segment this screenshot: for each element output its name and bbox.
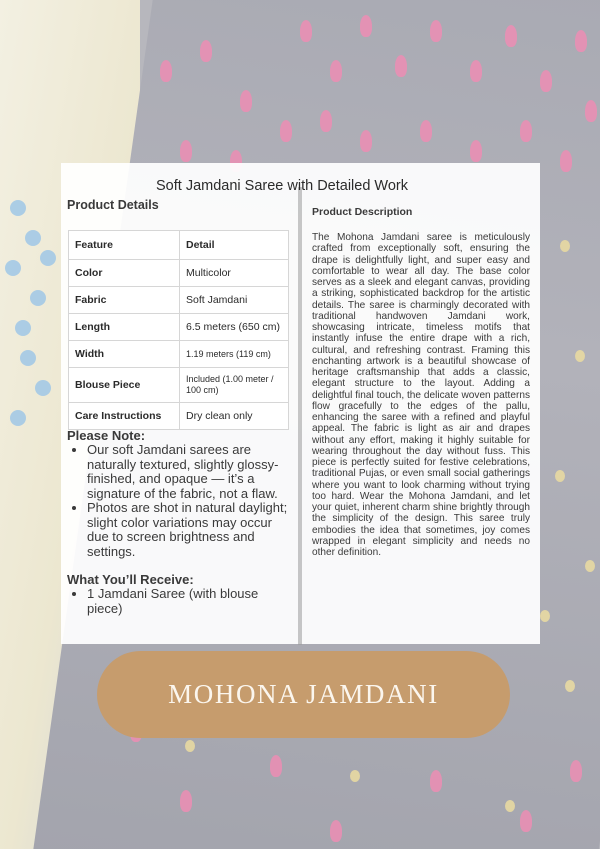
pink-motif <box>470 60 482 82</box>
gold-motif <box>585 560 595 572</box>
brand-name: MOHONA JAMDANI <box>168 679 439 709</box>
column-divider <box>298 187 302 645</box>
flower-decoration <box>20 350 36 366</box>
pink-motif <box>430 20 442 42</box>
pink-motif <box>300 20 312 42</box>
pink-motif <box>395 55 407 77</box>
pink-motif <box>430 770 442 792</box>
product-details-table <box>68 230 289 430</box>
please-note-heading: Please Note: <box>67 428 146 443</box>
table-row <box>69 260 289 287</box>
list-item: • Photos are shot in natural daylight; slight color variations may occur due to screen brightness and settings. <box>87 501 295 559</box>
pink-motif <box>180 790 192 812</box>
pink-motif <box>520 120 532 142</box>
flower-decoration <box>15 320 31 336</box>
flower-decoration <box>25 230 41 246</box>
table-row <box>69 368 289 403</box>
detail-cell: 6.5 meters (650 cm) <box>180 314 289 341</box>
pink-motif <box>360 15 372 37</box>
pink-motif <box>270 755 282 777</box>
table-row <box>69 341 289 368</box>
detail-cell: Dry clean only <box>180 403 289 430</box>
what-you-receive-list <box>67 587 295 616</box>
please-note-section <box>67 428 295 559</box>
pink-motif <box>330 60 342 82</box>
flower-decoration <box>5 260 21 276</box>
pink-motif <box>470 140 482 162</box>
feature-cell: Length <box>69 314 180 341</box>
pink-motif <box>570 760 582 782</box>
feature-cell: Fabric <box>69 287 180 314</box>
table-row <box>69 314 289 341</box>
pink-motif <box>540 70 552 92</box>
pink-motif <box>520 810 532 832</box>
detail-cell: Soft Jamdani <box>180 287 289 314</box>
product-description-text: The Mohona Jamdani saree is meticulously crafted from exceptionally soft, ensuring the drape is delightfully light, and super easy and comfortable to wear all day. The base color serves as a sleek and elegant canvas, providing a striking, sophisticated backdrop for the artistic details. The saree is charmingly decorated with traditional handwoven Jamdani work, showcasing intricate, timeless motifs that instantly infuse the entire drape with a rich, cultural, and refreshing contrast. Framing this enchanting artwork is a beautiful showcase of heritage craftsmanship that adds a classic, elegant structure to the layout. Adding a delightful final touch, the delicate woven patterns flow gracefully to the edges of the pallu, enhancing the saree with a refined and playful appeal. The fabric is light as air and drapes without any effort, making it highly suitable for wearing throughout the day without fuss. This piece is perfectly suited for festive celebrations, traditional Pujas, or even small social gatherings where you want to look charming without trying too hard. Wear the Mohona Jamdani, and let your quiet, inherent charm shine brightly through the simplicity of the design. This saree truly embodies the idea that sometimes, joy comes wrapped in elegant simplicity and needs no other definition. <box>312 232 530 558</box>
flower-decoration <box>10 410 26 426</box>
pink-motif <box>200 40 212 62</box>
what-you-receive-heading: What You’ll Receive: <box>67 572 194 587</box>
detail-cell: Included (1.00 meter / 100 cm) <box>180 368 289 403</box>
product-description-section <box>312 206 530 558</box>
flower-decoration <box>40 250 56 266</box>
gold-motif <box>565 680 575 692</box>
feature-cell: Width <box>69 341 180 368</box>
pink-motif <box>420 120 432 142</box>
pink-motif <box>180 140 192 162</box>
list-item: • 1 Jamdani Saree (with blouse piece) <box>87 587 295 616</box>
feature-cell: Care Instructions <box>69 403 180 430</box>
pink-motif <box>585 100 597 122</box>
table-row <box>69 403 289 430</box>
flower-decoration <box>30 290 46 306</box>
pink-motif <box>330 820 342 842</box>
gold-motif <box>575 350 585 362</box>
pink-motif <box>560 150 572 172</box>
detail-cell: 1.19 meters (119 cm) <box>180 341 289 368</box>
product-description-heading: Product Description <box>312 206 413 218</box>
pink-motif <box>320 110 332 132</box>
list-item: • Our soft Jamdani sarees are naturally textured, slightly glossy-finished, and opaque — it’s a signature of the fabric, not a flaw. <box>87 443 295 501</box>
gold-motif <box>540 610 550 622</box>
what-you-receive-section <box>67 572 295 616</box>
feature-cell: Color <box>69 260 180 287</box>
gold-motif <box>560 240 570 252</box>
gold-motif <box>555 470 565 482</box>
flower-decoration <box>10 200 26 216</box>
pink-motif <box>160 60 172 82</box>
pink-motif <box>575 30 587 52</box>
gold-motif <box>505 800 515 812</box>
pink-motif <box>360 130 372 152</box>
feature-cell: Blouse Piece <box>69 368 180 403</box>
brand-banner <box>97 651 510 738</box>
page-title: Soft Jamdani Saree with Detailed Work <box>156 178 408 194</box>
pink-motif <box>505 25 517 47</box>
table-row <box>69 287 289 314</box>
gold-motif <box>350 770 360 782</box>
please-note-list <box>67 443 295 559</box>
column-header-feature: Feature <box>69 231 180 260</box>
pink-motif <box>240 90 252 112</box>
table-header-row <box>69 231 289 260</box>
pink-motif <box>280 120 292 142</box>
gold-motif <box>185 740 195 752</box>
product-details-section <box>67 198 293 212</box>
product-details-heading: Product Details <box>67 198 159 212</box>
detail-cell: Multicolor <box>180 260 289 287</box>
column-header-detail: Detail <box>180 231 289 260</box>
flower-decoration <box>35 380 51 396</box>
